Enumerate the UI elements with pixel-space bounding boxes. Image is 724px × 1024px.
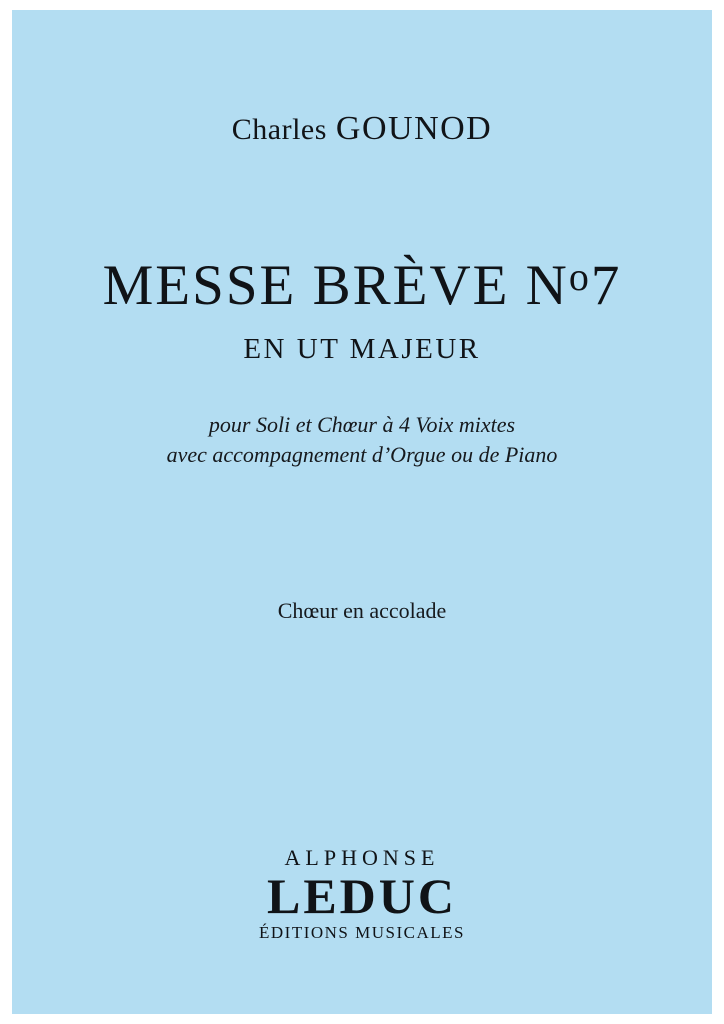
publisher-tagline: ÉDITIONS MUSICALES <box>259 923 465 942</box>
title-number: 7 <box>590 254 622 317</box>
publisher-name-top: ALPHONSE <box>284 845 440 870</box>
publisher-logo <box>12 846 712 944</box>
key-subtitle: EN UT MAJEUR <box>243 333 481 365</box>
title-ordinal-superscript: o <box>568 254 591 299</box>
scoring-description <box>12 410 712 470</box>
scoring-line-2: avec accompagnement d’Orgue ou de Piano <box>166 442 558 467</box>
title-text: MESSE BRÈVE N <box>102 254 569 317</box>
publisher-name-main: LEDUC <box>266 868 458 924</box>
composer-first-name: Charles <box>231 113 327 146</box>
composer-name <box>12 110 712 148</box>
scoring-line-1: pour Soli et Chœur à 4 Voix mixtes <box>208 412 516 437</box>
edition-note: Chœur en accolade <box>277 598 447 623</box>
page-title <box>12 253 712 318</box>
composer-last-name: GOUNOD <box>335 110 493 147</box>
score-cover-page <box>12 10 712 1014</box>
